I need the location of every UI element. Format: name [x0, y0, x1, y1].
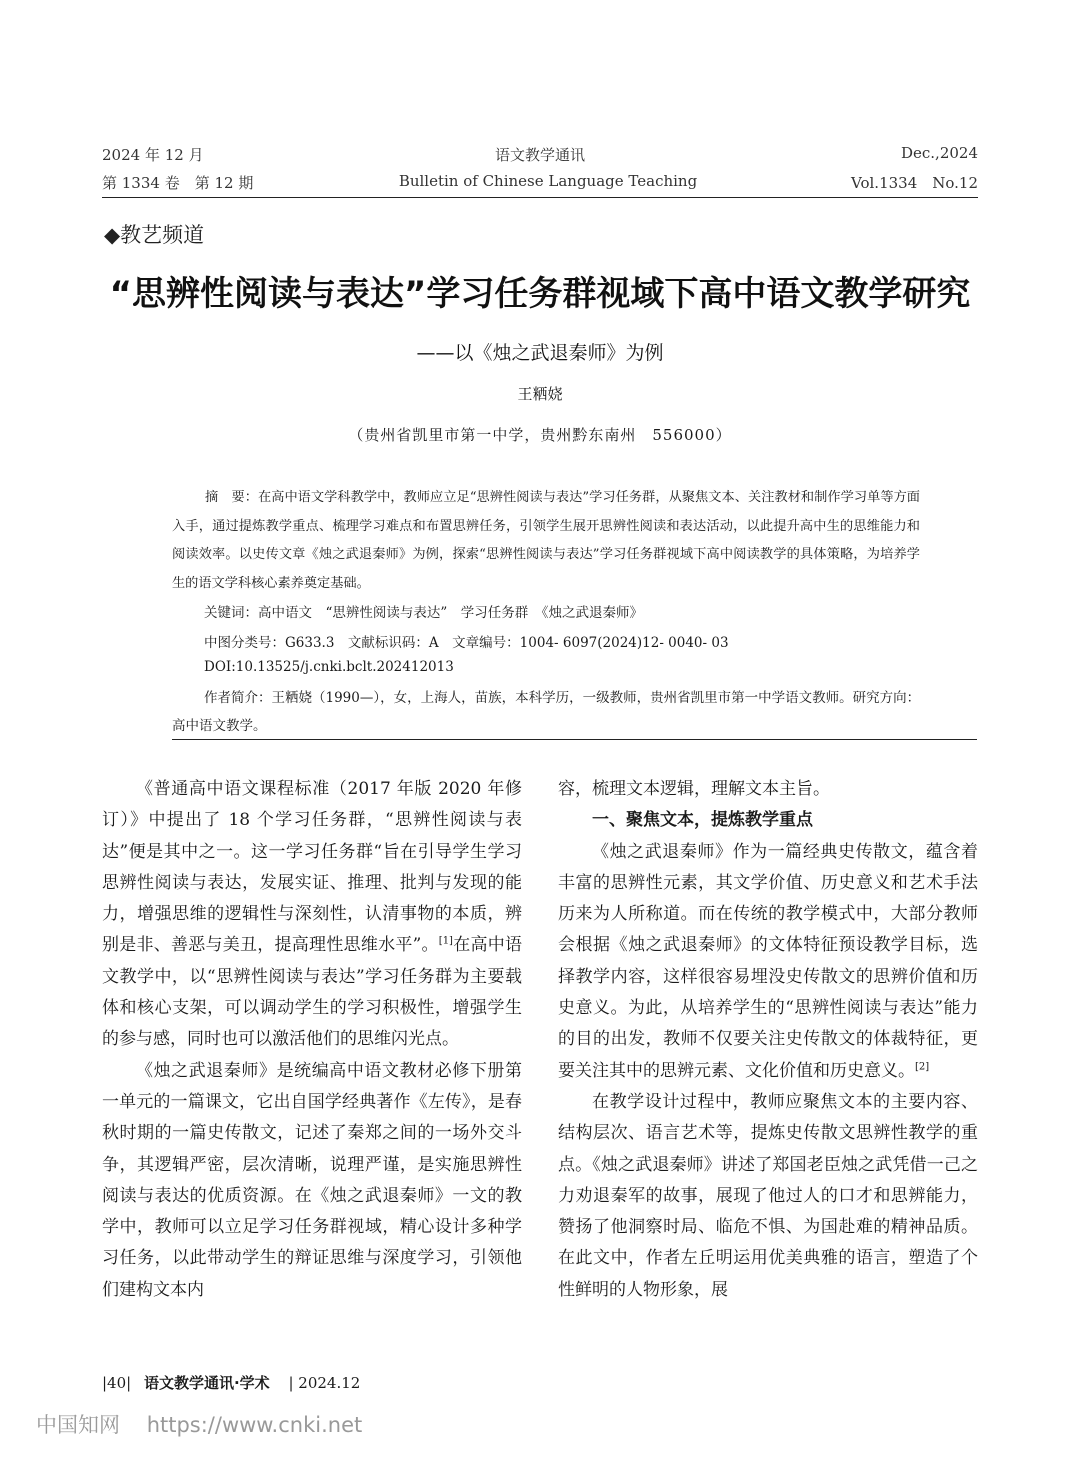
header-volume-en: Vol.1334 No.12 [851, 174, 978, 192]
section-heading: 一、聚焦文本，提炼教学重点 [592, 810, 813, 831]
right-column [558, 774, 978, 1306]
header-journal-cn: 语文教学通讯 [494, 146, 585, 164]
body-paragraph: 《烛之武退秦师》是统编高中语文教材必修下册第一单元的一篇课文，它出自国学经典著作《左传》，是春秋时期的一篇史传散文，记述了秦郑之间的一场外交斗争，其逻辑严密，层次清晰，说理严谨，是实施思辨性阅读与表达的优质资源。在《烛之武退秦师》一文的教学中，教师可以立足学习任务群视域，精心设计多种学习任务，以此带动学生的辩证思维与深度学习，引领他们建构文本内 [102, 1060, 522, 1300]
citation-ref: [1] [438, 935, 453, 947]
abstract [172, 484, 920, 598]
footer-date: | 2024.12 [288, 1374, 361, 1392]
body-paragraph: 《烛之武退秦师》作为一篇经典史传散文，蕴含着丰富的思辨性元素，其文学价值、历史意义和艺术手法历来为人所称道。而在传统的教学模式中，大部分教师会根据《烛之武退秦师》的文体特征预设教学目标，选择教学内容，这样很容易埋没史传散文的思辨价值和历史意义。为此，从培养学生的“思辨性阅读与表达”能力的目的出发，教师不仅要关注史传散文的体裁特征，更要关注其中的思辨元素、文化价值和历史意义。[2] [558, 841, 978, 1081]
header-volume-cn: 第 1334 卷 第 12 期 [102, 174, 254, 192]
author-affiliation: （贵州省凯里市第一中学，贵州黔东南州 556000） [348, 426, 732, 444]
author-name: 王粞娆 [517, 385, 563, 403]
header-date-en: Dec.,2024 [900, 144, 978, 162]
left-column [102, 774, 522, 1306]
article-subtitle: ——以《烛之武退秦师》为例 [416, 342, 664, 364]
section-tag: ◆教艺频道 [104, 223, 205, 247]
article-title: “思辨性阅读与表达”学习任务群视域下高中语文教学研究 [109, 274, 971, 314]
body-paragraph: 在教学设计过程中，教师应聚焦文本的主要内容、结构层次、语言艺术等，提炼史传散文思辨性教学的重点。《烛之武退秦师》讲述了郑国老臣烛之武凭借一己之力劝退秦军的故事，展现了他过人的口才和思辨能力，赞扬了他洞察时局、临危不惧、为国赴难的精神品质。在此文中，作者左丘明运用优美典雅的语言，塑造了个性鲜明的人物形象，展 [558, 1091, 978, 1300]
doi: DOI:10.13525/j.cnki.bclt.202412013 [204, 659, 454, 675]
header-date-cn: 2024 年 12 月 [102, 146, 204, 164]
page-footer [102, 1372, 360, 1393]
footer-journal: 语文教学通讯·学术 [143, 1374, 270, 1392]
citation-ref: [2] [915, 1061, 930, 1073]
header-journal-en: Bulletin of Chinese Language Teaching [398, 172, 698, 190]
author-bio: 作者简介：王粞娆（1990—），女，上海人，苗族，本科学历，一级教师，贵州省凯里市第一中学语文教师。研究方向：高中语文教学。 [172, 690, 921, 734]
classification: 中图分类号：G633.3 文献标识码：A 文章编号：1004- 6097(2024)12- 0040- 03 [204, 635, 729, 651]
watermark [36, 1409, 362, 1439]
abstract-label: 摘 要： [205, 490, 258, 505]
watermark-site: 中国知网 [36, 1413, 120, 1437]
keywords: 关键词：高中语文 “思辨性阅读与表达” 学习任务群 《烛之武退秦师》 [204, 605, 644, 621]
abstract-rule [172, 739, 977, 740]
watermark-url[interactable]: https://www.cnki.net [146, 1413, 363, 1437]
abstract-text: 在高中语文学科教学中，教师应立足“思辨性阅读与表达”学习任务群，从聚焦文本、关注教材和制作学习单等方面入手，通过提炼教学重点、梳理学习难点和布置思辨任务，引领学生展开思辨性阅读和表达活动，以此提升高中生的思维能力和阅读效率。以史传文章《烛之武退秦师》为例，探索“思辨性阅读与表达”学习任务群视域下高中阅读教学的具体策略，为培养学生的语文学科核心素养奠定基础。 [172, 490, 920, 591]
body-paragraph: 《普通高中语文课程标准（2017 年版 2020 年修订）》中提出了 18 个学习任务群，“思辨性阅读与表达”便是其中之一。这一学习任务群“旨在引导学生学习思辨性阅读与表达，发展实证、推理、批判与发现的能力，增强思维的逻辑性与深刻性，认清事物的本质，辨别是非、善恶与美丑，提高理性思维水平”。[1]在高中语文教学中，以“思辨性阅读与表达”学习任务群为主要载体和核心支架，可以调动学生的学习积极性，增强学生的参与感，同时也可以激活他们的思维闪光点。 [102, 779, 522, 1050]
header-rule [102, 197, 978, 198]
page-number: |40| [102, 1374, 132, 1392]
body-paragraph: 容，梳理文本逻辑，理解文本主旨。 [558, 779, 830, 799]
